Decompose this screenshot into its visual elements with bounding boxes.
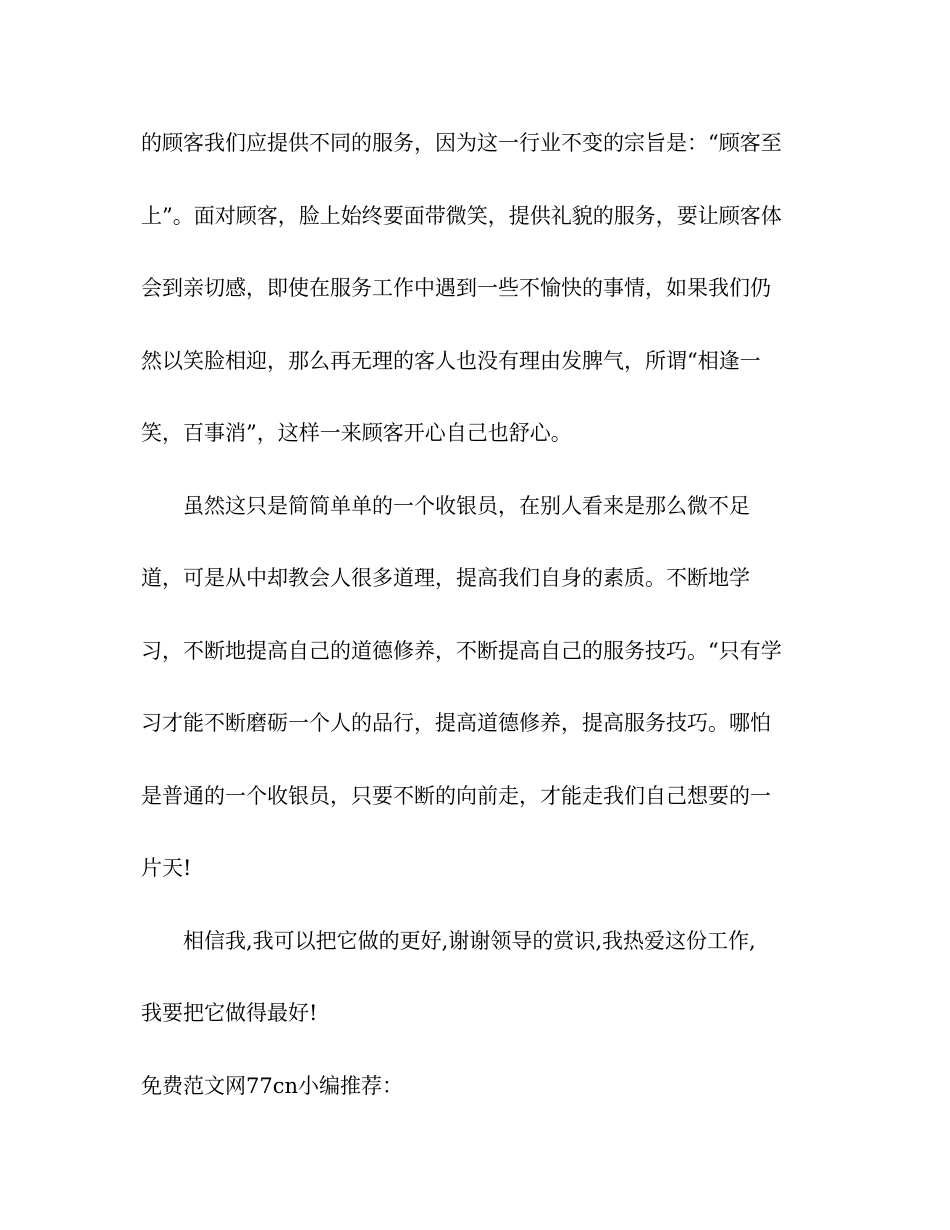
paragraph-line: 会到亲切感，即使在服务工作中遇到一些不愉快的事情，如果我们仍: [141, 276, 771, 300]
paragraph-line: 虽然这只是简简单单的一个收银员，在别人看来是那么微不足: [183, 494, 750, 518]
paragraph-line: 道，可是从中却教会人很多道理，提高我们自身的素质。不断地学: [141, 566, 750, 590]
paragraph-line: 上”。面对顾客，脸上始终要面带微笑，提供礼貌的服务，要让顾客体: [141, 204, 782, 228]
paragraph-line: 习，不断地提高自己的道德修养，不断提高自己的服务技巧。“只有学: [141, 639, 782, 663]
paragraph-line: 笑，百事消”，这样一来顾客开心自己也舒心。: [141, 421, 572, 445]
paragraph-line: 是普通的一个收银员，只要不断的向前走，才能走我们自己想要的一: [141, 784, 771, 808]
paragraph-line: 习才能不断磨砺一个人的品行，提高道德修养，提高服务技巧。哪怕: [141, 711, 771, 735]
recommendation-line: 免费范文网77cn小编推荐：: [141, 1074, 404, 1098]
paragraph-line: 片天!: [141, 856, 192, 880]
paragraph-line: 我要把它做得最好!: [141, 1001, 318, 1025]
paragraph-line: 的顾客我们应提供不同的服务，因为这一行业不变的宗旨是：“顾客至: [141, 131, 782, 155]
paragraph-line: 相信我,我可以把它做的更好,谢谢领导的赏识,我热爱这份工作,: [183, 929, 756, 953]
paragraph-line: 然以笑脸相迎，那么再无理的客人也没有理由发脾气，所谓“相逢一: [141, 349, 761, 373]
